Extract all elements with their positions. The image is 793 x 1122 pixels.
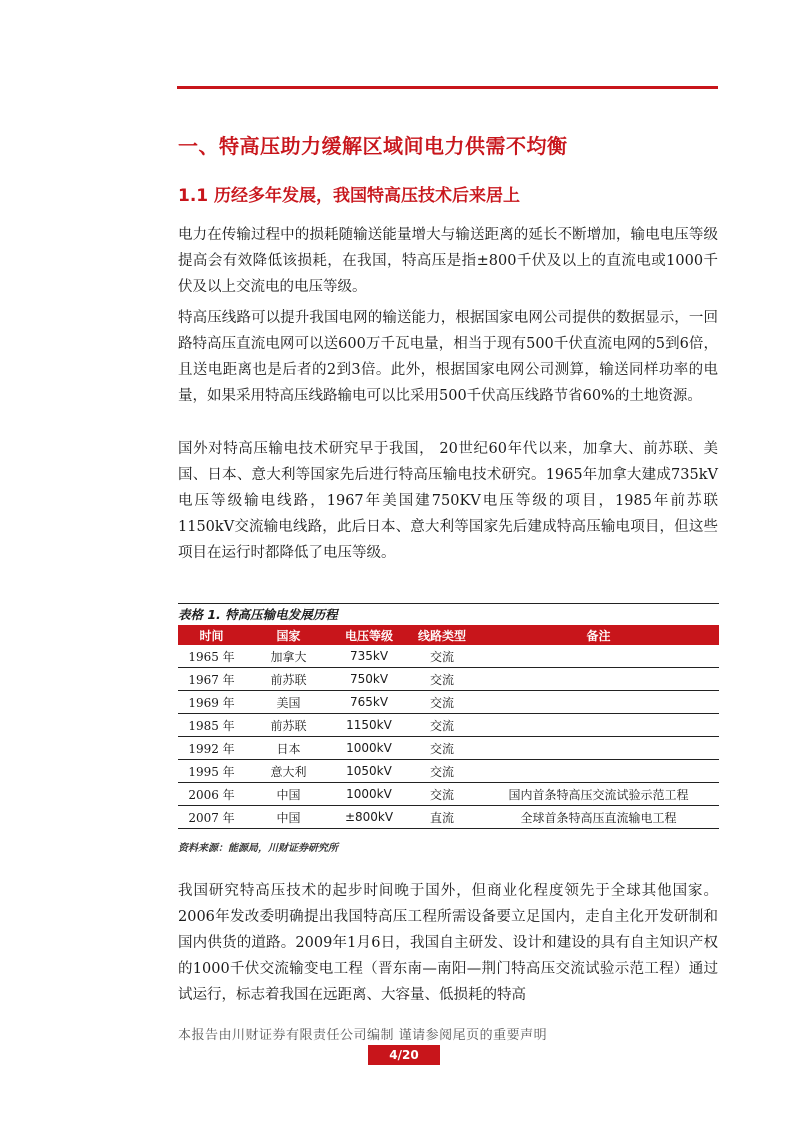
cell-line-type: 交流	[406, 783, 478, 806]
cell-country: 前苏联	[245, 668, 332, 691]
cell-voltage: 1150kV	[332, 714, 406, 737]
page-number: 4/20	[368, 1045, 440, 1065]
cell-country: 美国	[245, 691, 332, 714]
cell-country: 中国	[245, 783, 332, 806]
cell-time: 1992 年	[178, 737, 245, 760]
cell-voltage: 735kV	[332, 645, 406, 668]
paragraph-capacity: 特高压线路可以提升我国电网的输送能力，根据国家电网公司提供的数据显示，一回路特高压直流电网可以送600万千瓦电量，相当于现有500千伏直流电网的5到6倍，且送电距离也是后者的2到3倍。此外，根据国家电网公司测算，输送同样功率的电量，如果采用特高压线路输电可以比采用500千伏高压线路节省60%的土地资源。	[178, 310, 718, 404]
cell-remarks: 国内首条特高压交流试验示范工程	[478, 783, 719, 806]
cell-remarks	[478, 714, 719, 737]
table-row	[178, 691, 719, 714]
subsection-heading: 1.1 历经多年发展，我国特高压技术后来居上	[178, 186, 521, 206]
table-row	[178, 645, 719, 668]
table-row	[178, 737, 719, 760]
cell-voltage: 765kV	[332, 691, 406, 714]
section-heading: 一、特高压助力缓解区域间电力供需不均衡	[178, 134, 568, 158]
cell-voltage: 1000kV	[332, 737, 406, 760]
cell-line-type: 交流	[406, 645, 478, 668]
cell-line-type: 交流	[406, 737, 478, 760]
cell-country: 中国	[245, 806, 332, 829]
development-table	[178, 603, 719, 854]
col-header-time: 时间	[178, 625, 245, 645]
cell-time: 2007 年	[178, 806, 245, 829]
table-row	[178, 806, 719, 829]
cell-remarks	[478, 668, 719, 691]
cell-country: 加拿大	[245, 645, 332, 668]
cell-time: 1967 年	[178, 668, 245, 691]
cell-voltage: 750kV	[332, 668, 406, 691]
table-row	[178, 760, 719, 783]
paragraph-foreign-history: 国外对特高压输电技术研究早于我国， 20世纪60年代以来，加拿大、前苏联、美国、日本、意大利等国家先后进行特高压输电技术研究。1965年加拿大建成735kV电压等级输电线路，1967年美国建750KV电压等级的项目，1985年前苏联1150kV交流输电线路，此后日本、意大利等国家先后建成特高压输电项目，但这些项目在运行时都降低了电压等级。	[178, 441, 718, 561]
cell-time: 2006 年	[178, 783, 245, 806]
cell-voltage: 1000kV	[332, 783, 406, 806]
cell-time: 1985 年	[178, 714, 245, 737]
cell-country: 前苏联	[245, 714, 332, 737]
cell-time: 1969 年	[178, 691, 245, 714]
cell-line-type: 直流	[406, 806, 478, 829]
cell-remarks	[478, 760, 719, 783]
col-header-line-type: 线路类型	[406, 625, 478, 645]
cell-remarks	[478, 645, 719, 668]
cell-remarks: 全球首条特高压直流输电工程	[478, 806, 719, 829]
cell-time: 1965 年	[178, 645, 245, 668]
cell-line-type: 交流	[406, 691, 478, 714]
table-caption: 表格 1. 特高压输电发展历程	[178, 607, 338, 622]
cell-remarks	[478, 737, 719, 760]
cell-remarks	[478, 691, 719, 714]
col-header-voltage: 电压等级	[332, 625, 406, 645]
cell-line-type: 交流	[406, 714, 478, 737]
cell-time: 1995 年	[178, 760, 245, 783]
cell-line-type: 交流	[406, 760, 478, 783]
cell-country: 日本	[245, 737, 332, 760]
table-row	[178, 783, 719, 806]
table-body	[178, 625, 719, 829]
table-row	[178, 668, 719, 691]
paragraph-domestic-progress: 我国研究特高压技术的起步时间晚于国外，但商业化程度领先于全球其他国家。2006年发改委明确提出我国特高压工程所需设备要立足国内，走自主化开发研制和国内供货的道路。2009年1月6日，我国自主研发、设计和建设的具有自主知识产权的1000千伏交流输变电工程（晋东南—南阳—荆门特高压交流试验示范工程）通过试运行，标志着我国在远距离、大容量、低损耗的特高	[178, 883, 718, 1003]
footer-disclaimer: 本报告由川财证券有限责任公司编制 谨请参阅尾页的重要声明	[178, 1028, 548, 1043]
cell-line-type: 交流	[406, 668, 478, 691]
paragraph-intro: 电力在传输过程中的损耗随输送能量增大与输送距离的延长不断增加，输电电压等级提高会有效降低该损耗，在我国，特高压是指±800千伏及以上的直流电或1000千伏及以上交流电的电压等级。	[178, 227, 718, 295]
header-rule	[177, 86, 718, 89]
cell-voltage: 1050kV	[332, 760, 406, 783]
cell-voltage: ±800kV	[332, 806, 406, 829]
col-header-remarks: 备注	[478, 625, 719, 645]
cell-country: 意大利	[245, 760, 332, 783]
table-row	[178, 714, 719, 737]
table-source: 资料来源：能源局，川财证券研究所	[178, 843, 338, 854]
col-header-country: 国家	[245, 625, 332, 645]
table-header-row	[178, 625, 719, 645]
